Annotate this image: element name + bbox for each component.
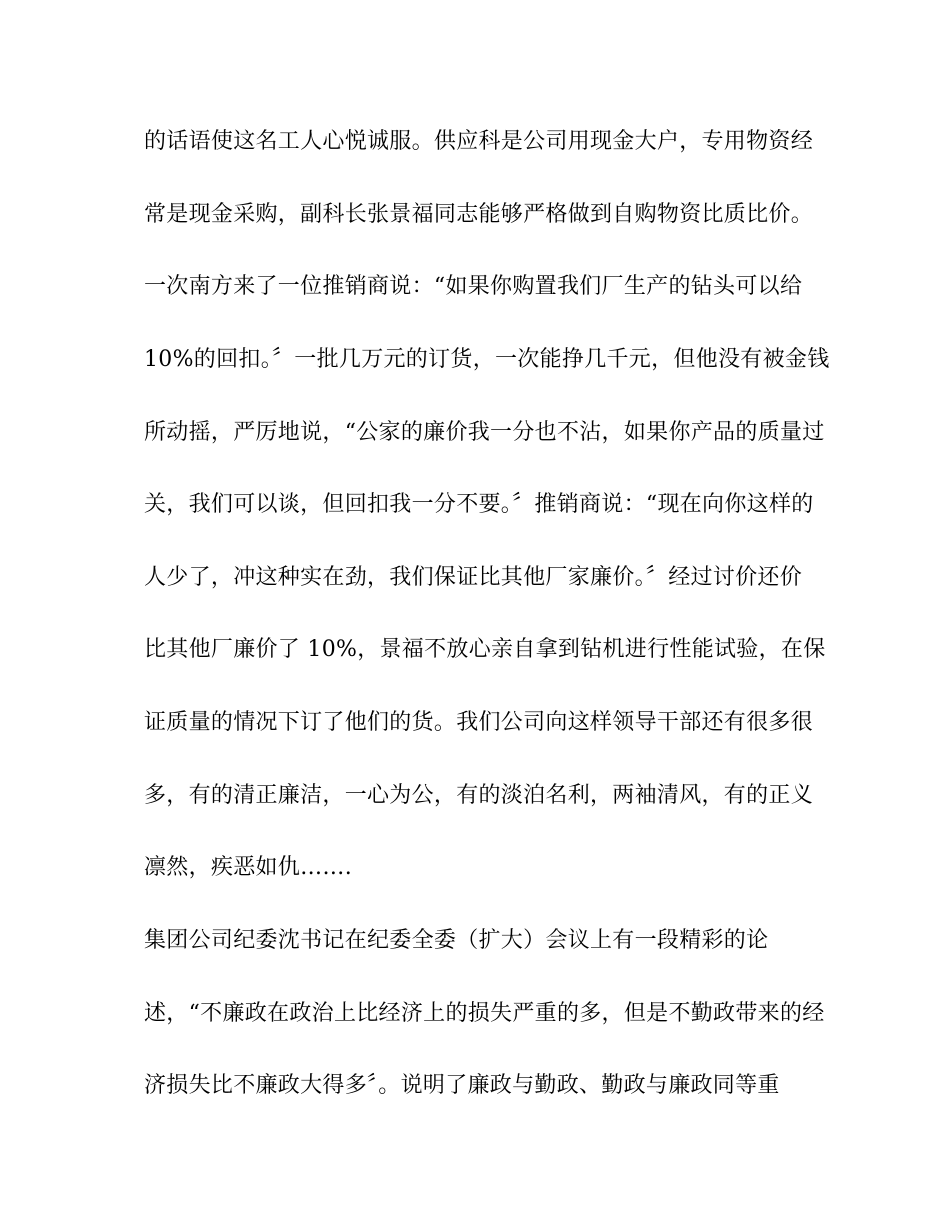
text-line: 一次南方来了一位推销商说：“如果你购置我们厂生产的钻头可以给 [144, 274, 803, 299]
text-line: 10%的回扣。〞一批几万元的订货，一次能挣几千元，但他没有被金钱 [144, 347, 830, 372]
text-line: 常是现金采购，副科长张景福同志能够严格做到自购物资比质比价。 [144, 202, 814, 227]
text-line: 多，有的清正廉洁，一心为公，有的淡泊名利，两袖清风，有的正义 [144, 783, 814, 808]
text-line: 凛然，疾恶如仇……. [144, 855, 352, 880]
paragraph-start-line: 集团公司纪委沈书记在纪委全委（扩大）会议上有一段精彩的论 [144, 928, 769, 953]
text-line: 证质量的情况下订了他们的货。我们公司向这样领导干部还有很多很 [144, 710, 814, 735]
text-line: 人少了，冲这种实在劲，我们保证比其他厂家廉价。〞经过讨价还价 [144, 565, 803, 590]
text-line: 所动摇，严厉地说，“公家的廉价我一分也不沾，如果你产品的质量过 [144, 420, 825, 445]
text-line: 关，我们可以谈，但回扣我一分不要。〞推销商说：“现在向你这样的 [144, 492, 814, 517]
text-line: 的话语使这名工人心悦诚服。供应科是公司用现金大户，专用物资经 [144, 129, 814, 154]
text-line: 述，“不廉政在政治上比经济上的损失严重的多，但是不勤政带来的经 [144, 1001, 825, 1026]
text-line: 比其他厂廉价了 10%，景福不放心亲自拿到钻机进行性能试验，在保 [144, 637, 826, 662]
text-line: 济损失比不廉政大得多〞。说明了廉政与勤政、勤政与廉政同等重 [144, 1073, 780, 1098]
